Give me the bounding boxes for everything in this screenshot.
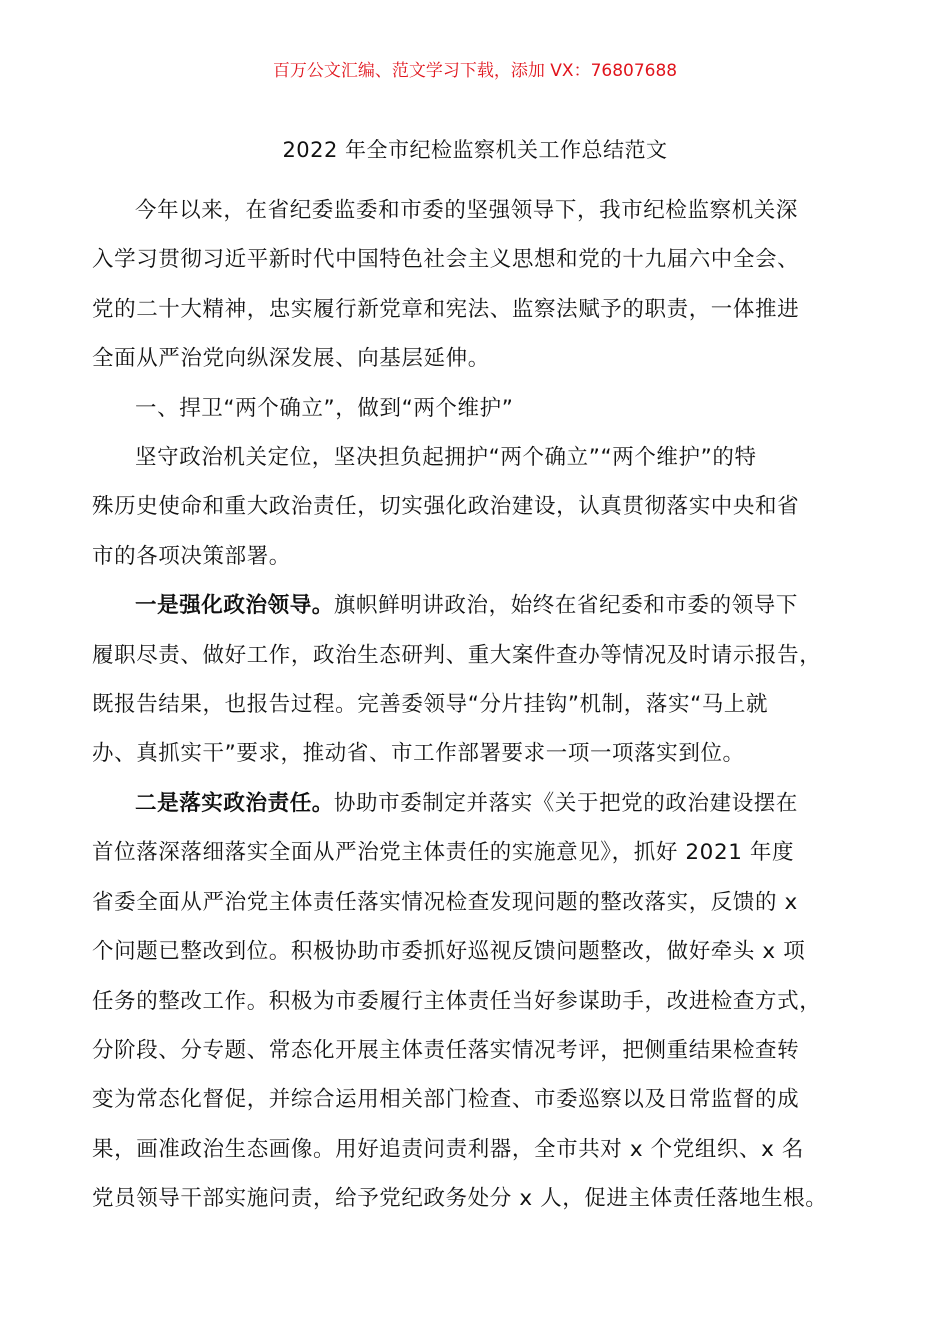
paragraph-political-leadership [92, 581, 858, 779]
paragraph-section-intro [92, 433, 858, 581]
text-line: 任务的整改工作。积极为市委履行主体责任当好参谋助手，改进检查方式， [92, 988, 822, 1014]
text-line: 省委全面从严治党主体责任落实情况检查发现问题的整改落实，反馈的 x [92, 889, 798, 915]
text-line: 变为常态化督促，并综合运用相关部门检查、市委巡察以及日常监督的成 [92, 1087, 800, 1113]
text-line: 市的各项决策部署。 [92, 543, 291, 569]
paragraph-intro [92, 186, 858, 384]
section-heading [92, 384, 858, 433]
text-line: 入学习贯彻习近平新时代中国特色社会主义思想和党的十九届六中全会、 [92, 247, 800, 273]
header-note: 百万公文汇编、范文学习下载，添加 VX：76807688 [272, 61, 678, 81]
paragraph-political-responsibility [92, 779, 858, 1224]
text-line: 全面从严治党向纵深发展、向基层延伸。 [92, 346, 490, 372]
text-line [92, 779, 858, 828]
text-line: 首位落深落细落实全面从严治党主体责任的实施意见》，抓好 2021 年度 [92, 840, 795, 866]
text-line: 个问题已整改到位。积极协助市委抓好巡视反馈问题整改，做好牵头 x 项 [92, 939, 806, 965]
text-line [92, 581, 858, 630]
document-title: 2022 年全市纪检监察机关工作总结范文 [282, 138, 668, 162]
text-line: 办、真抓实干”要求，推动省、市工作部署要求一项一项落实到位。 [92, 741, 745, 767]
document-body [92, 186, 858, 1224]
text-line: 果，画准政治生态画像。用好追责问责利器，全市共对 x 个党组织、x 名 [92, 1136, 804, 1162]
paragraph-lead: 一是强化政治领导。 [135, 593, 334, 619]
text-line: 分阶段、分专题、常态化开展主体责任落实情况考评，把侧重结果检查转 [92, 1037, 800, 1063]
text-line: 履职尽责、做好工作，政治生态研判、重大案件查办等情况及时请示报告， [92, 642, 822, 668]
text-line: 今年以来，在省纪委监委和市委的坚强领导下，我市纪检监察机关深 [135, 198, 799, 223]
paragraph-lead: 二是落实政治责任。 [135, 790, 334, 816]
text-line: 殊历史使命和重大政治责任，切实强化政治建设，认真贯彻落实中央和省 [92, 494, 800, 520]
text-line: 既报告结果，也报告过程。完善委领导“分片挂钩”机制，落实“马上就 [92, 692, 769, 718]
text-run: 协助市委制定并落实《关于把党的政治建设摆在 [333, 790, 799, 816]
text-line: 党员领导干部实施问责，给予党纪政务处分 x 人，促进主体责任落地生根。 [92, 1186, 828, 1212]
text-run: 旗帜鲜明讲政治，始终在省纪委和市委的领导下 [333, 593, 799, 619]
text-line: 一、捍卫“两个确立”，做到“两个维护” [135, 395, 514, 421]
text-line: 党的二十大精神，忠实履行新党章和宪法、监察法赋予的职责，一体推进 [92, 296, 800, 322]
text-line: 坚守政治机关定位，坚决担负起拥护“两个确立”“两个维护”的特 [135, 445, 757, 471]
